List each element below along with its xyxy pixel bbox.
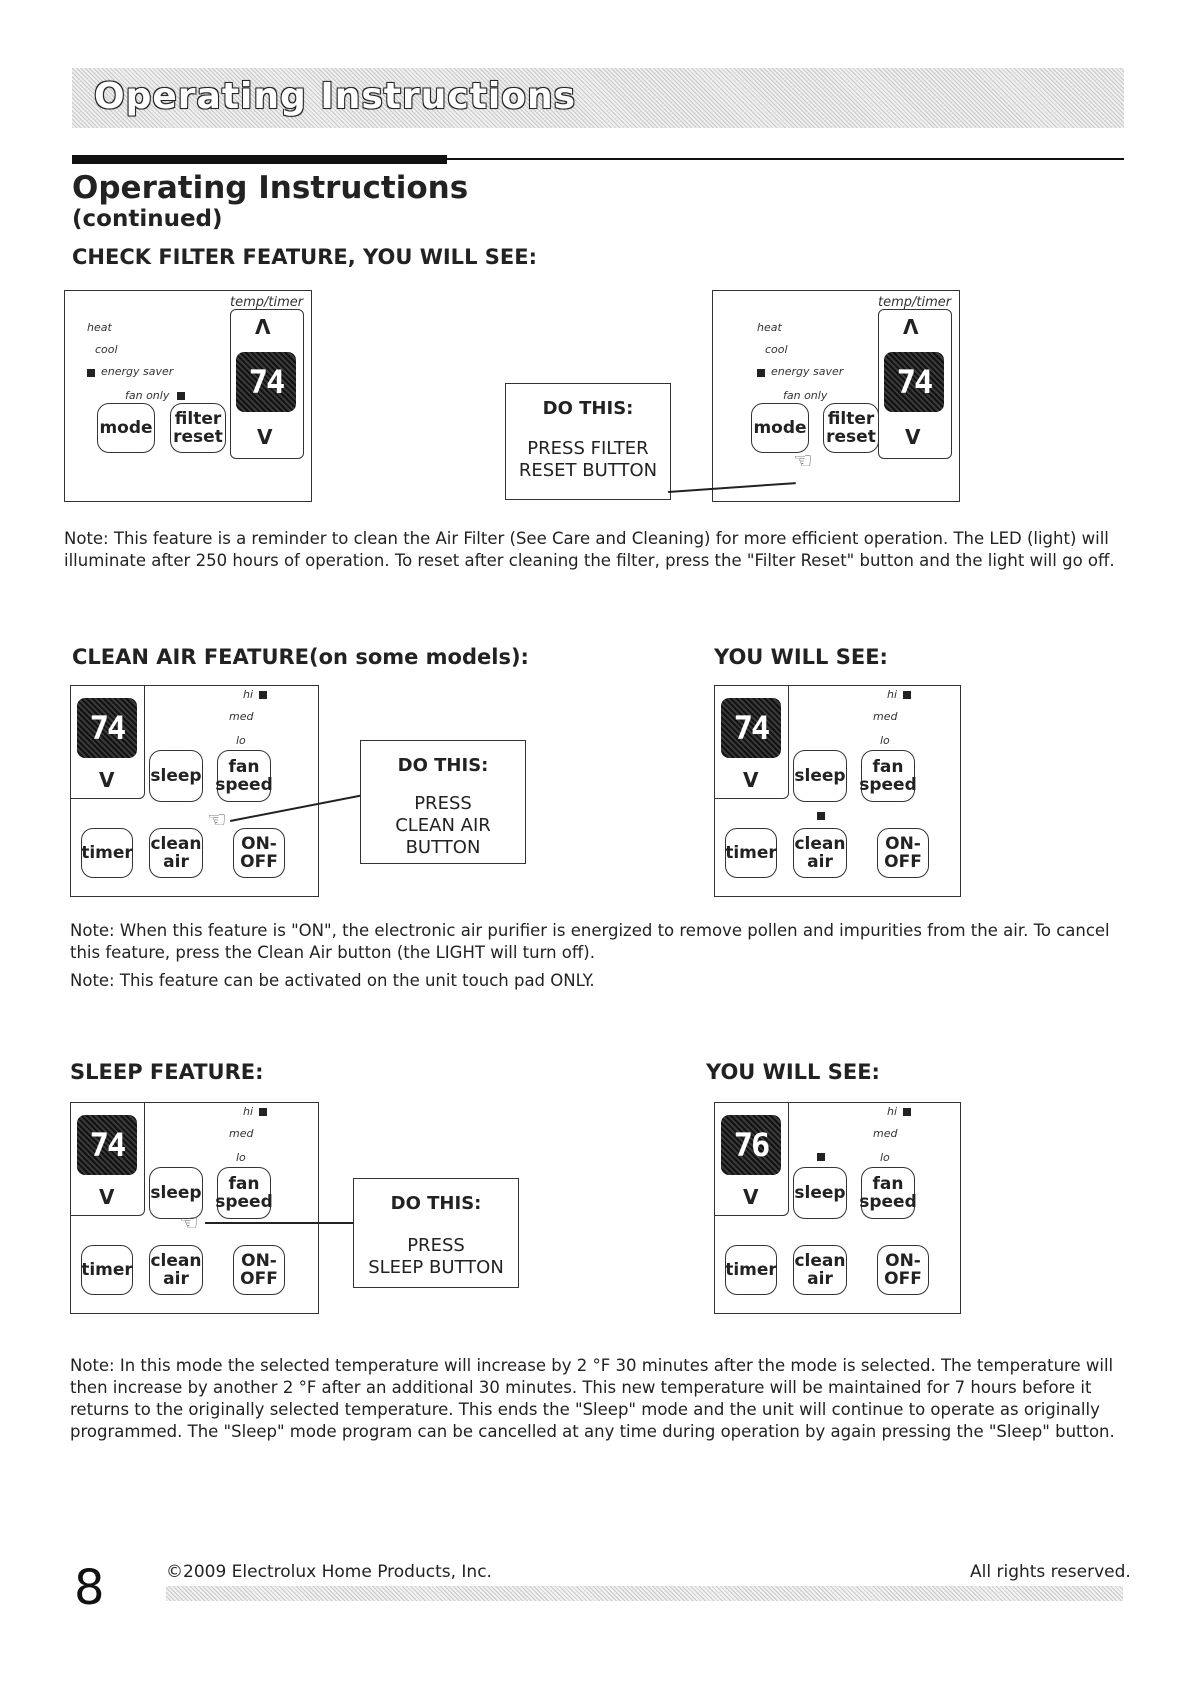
down-button[interactable]: V bbox=[99, 768, 115, 792]
pointing-hand-icon: ☜ bbox=[207, 808, 227, 833]
sleep-you-will-see: YOU WILL SEE: bbox=[706, 1060, 880, 1084]
footer-bar bbox=[166, 1586, 1123, 1601]
page-number: 8 bbox=[74, 1560, 105, 1616]
fan-speed-button[interactable]: fan speed bbox=[861, 1167, 915, 1219]
clean-air-do-this-box bbox=[360, 740, 526, 864]
fan-only-indicator bbox=[177, 392, 185, 400]
lo-label: lo bbox=[880, 1151, 890, 1164]
page-title: Operating Instructions bbox=[72, 170, 469, 206]
pointing-hand-icon: ☜ bbox=[179, 1211, 199, 1236]
energy-saver-indicator bbox=[757, 369, 765, 377]
hi-indicator bbox=[903, 691, 911, 699]
display-frame bbox=[715, 686, 789, 799]
sleep-panel-after bbox=[714, 1102, 961, 1314]
temperature-display: 74 bbox=[236, 352, 296, 412]
hi-label: hi bbox=[243, 1105, 254, 1118]
pointing-hand-icon: ☜ bbox=[793, 449, 813, 474]
energy-saver-label: energy saver bbox=[771, 365, 844, 378]
sleep-heading: SLEEP FEATURE: bbox=[70, 1060, 264, 1084]
on-off-button[interactable]: ON- OFF bbox=[233, 1245, 285, 1295]
divider-thin bbox=[447, 158, 1124, 160]
display-frame bbox=[715, 1103, 789, 1216]
hi-indicator bbox=[259, 1108, 267, 1116]
page-subtitle: (continued) bbox=[72, 206, 223, 232]
clean-air-note-2: Note: This feature can be activated on the unit touch pad ONLY. bbox=[70, 971, 595, 990]
filter-panel-after bbox=[712, 290, 960, 502]
page-banner bbox=[72, 68, 1124, 128]
temperature-display: 74 bbox=[77, 1115, 137, 1175]
do-this-line2: CLEAN AIR bbox=[395, 815, 491, 836]
copyright: ©2009 Electrolux Home Products, Inc. bbox=[166, 1562, 492, 1582]
fan-only-label: fan only bbox=[783, 389, 828, 402]
hi-indicator bbox=[259, 691, 267, 699]
fan-speed-button[interactable]: fan speed bbox=[861, 750, 915, 802]
sleep-note: Note: In this mode the selected temperature will increase by 2 °F 30 minutes after the mode is selected. The temperature will then increase by another 2 °F after an additional 30 minutes. This new temperature will be maintained for 7 hours before it returns to the originally selected temperature. This ends the "Sleep" mode and the unit will continue to operate as originally programmed. The "Sleep" mode program can be cancelled at any time during operation by again pressing the "Sleep" button. bbox=[70, 1356, 1115, 1441]
do-this-line2: SLEEP BUTTON bbox=[368, 1257, 504, 1278]
clean-air-heading: CLEAN AIR FEATURE(on some models): bbox=[72, 645, 529, 669]
do-this-line1: PRESS bbox=[414, 793, 472, 814]
clean-air-button[interactable]: clean air bbox=[793, 828, 847, 878]
on-off-button[interactable]: ON- OFF bbox=[877, 828, 929, 878]
fan-speed-button[interactable]: fan speed bbox=[217, 1167, 271, 1219]
up-button[interactable]: Λ bbox=[255, 315, 271, 339]
do-this-title: DO THIS: bbox=[390, 1193, 482, 1214]
filter-reset-button[interactable]: filter reset bbox=[170, 403, 226, 453]
lo-label: lo bbox=[236, 1151, 246, 1164]
filter-panel-before bbox=[64, 290, 312, 502]
display-frame bbox=[71, 686, 145, 799]
temp-timer-label: temp/timer bbox=[878, 295, 952, 310]
pointer-line bbox=[205, 1222, 355, 1224]
sleep-button[interactable]: sleep bbox=[149, 1167, 203, 1219]
energy-saver-indicator bbox=[87, 369, 95, 377]
up-button[interactable]: Λ bbox=[903, 315, 919, 339]
clean-air-you-will-see: YOU WILL SEE: bbox=[714, 645, 888, 669]
clean-air-button[interactable]: clean air bbox=[149, 828, 203, 878]
hi-label: hi bbox=[887, 688, 898, 701]
sleep-indicator bbox=[817, 1153, 825, 1161]
do-this-line2: RESET BUTTON bbox=[518, 460, 658, 481]
heat-label: heat bbox=[757, 321, 782, 334]
med-label: med bbox=[229, 710, 254, 723]
down-button[interactable]: V bbox=[905, 425, 921, 449]
temp-control-frame bbox=[230, 309, 304, 459]
temperature-display: 74 bbox=[721, 698, 781, 758]
lo-label: lo bbox=[880, 734, 890, 747]
sleep-panel-before bbox=[70, 1102, 319, 1314]
timer-button[interactable]: timer bbox=[725, 1245, 777, 1295]
timer-button[interactable]: timer bbox=[725, 828, 777, 878]
energy-saver-label: energy saver bbox=[101, 365, 174, 378]
fan-only-label: fan only bbox=[125, 389, 170, 402]
do-this-line1: PRESS FILTER bbox=[527, 438, 649, 459]
temp-timer-label: temp/timer bbox=[230, 295, 304, 310]
mode-button[interactable]: mode bbox=[97, 403, 155, 453]
fan-speed-button[interactable]: fan speed bbox=[217, 750, 271, 802]
med-label: med bbox=[229, 1127, 254, 1140]
banner-title: Operating Instructions bbox=[94, 76, 577, 117]
on-off-button[interactable]: ON- OFF bbox=[233, 828, 285, 878]
sleep-do-this-box bbox=[353, 1178, 519, 1288]
do-this-line1: PRESS bbox=[407, 1235, 465, 1256]
lo-label: lo bbox=[236, 734, 246, 747]
clean-air-button[interactable]: clean air bbox=[793, 1245, 847, 1295]
hi-indicator bbox=[903, 1108, 911, 1116]
cool-label: cool bbox=[765, 343, 788, 356]
down-button[interactable]: V bbox=[99, 1185, 115, 1209]
do-this-title: DO THIS: bbox=[397, 755, 489, 776]
temperature-display: 76 bbox=[721, 1115, 781, 1175]
mode-button[interactable]: mode bbox=[751, 403, 809, 453]
down-button[interactable]: V bbox=[743, 1185, 759, 1209]
temperature-display: 74 bbox=[884, 352, 944, 412]
filter-reset-button[interactable]: filter reset bbox=[823, 403, 879, 453]
clean-air-panel-after bbox=[714, 685, 961, 897]
divider-thick bbox=[72, 155, 447, 164]
clean-air-note: Note: When this feature is "ON", the electronic air purifier is energized to remove pollen and impurities from the air. To cancel this feature, press the Clean Air button (the LIGHT will turn off). bbox=[70, 921, 1110, 962]
med-label: med bbox=[873, 1127, 898, 1140]
down-button[interactable]: V bbox=[257, 425, 273, 449]
do-this-title: DO THIS: bbox=[542, 398, 634, 419]
do-this-line3: BUTTON bbox=[405, 837, 481, 858]
clean-air-panel-before bbox=[70, 685, 319, 897]
clean-air-indicator bbox=[817, 812, 825, 820]
filter-heading: CHECK FILTER FEATURE, YOU WILL SEE: bbox=[72, 245, 537, 269]
timer-button[interactable]: timer bbox=[81, 1245, 133, 1295]
filter-do-this-box bbox=[505, 383, 671, 500]
display-frame bbox=[71, 1103, 145, 1216]
hi-label: hi bbox=[887, 1105, 898, 1118]
heat-label: heat bbox=[87, 321, 112, 334]
temperature-display: 74 bbox=[77, 698, 137, 758]
clean-air-button[interactable]: clean air bbox=[149, 1245, 203, 1295]
down-button[interactable]: V bbox=[743, 768, 759, 792]
hi-label: hi bbox=[243, 688, 254, 701]
temp-control-frame bbox=[878, 309, 952, 459]
rights-reserved: All rights reserved. bbox=[970, 1562, 1131, 1582]
sleep-button[interactable]: sleep bbox=[149, 750, 203, 802]
on-off-button[interactable]: ON- OFF bbox=[877, 1245, 929, 1295]
cool-label: cool bbox=[95, 343, 118, 356]
timer-button[interactable]: timer bbox=[81, 828, 133, 878]
sleep-button[interactable]: sleep bbox=[793, 750, 847, 802]
filter-note: Note: This feature is a reminder to clean the Air Filter (See Care and Cleaning) for more efficient operation. The LED (light) will illuminate after 250 hours of operation. To reset after cleaning the filter, press the "Filter Reset" button and the light will go off. bbox=[64, 529, 1115, 570]
sleep-button[interactable]: sleep bbox=[793, 1167, 847, 1219]
med-label: med bbox=[873, 710, 898, 723]
